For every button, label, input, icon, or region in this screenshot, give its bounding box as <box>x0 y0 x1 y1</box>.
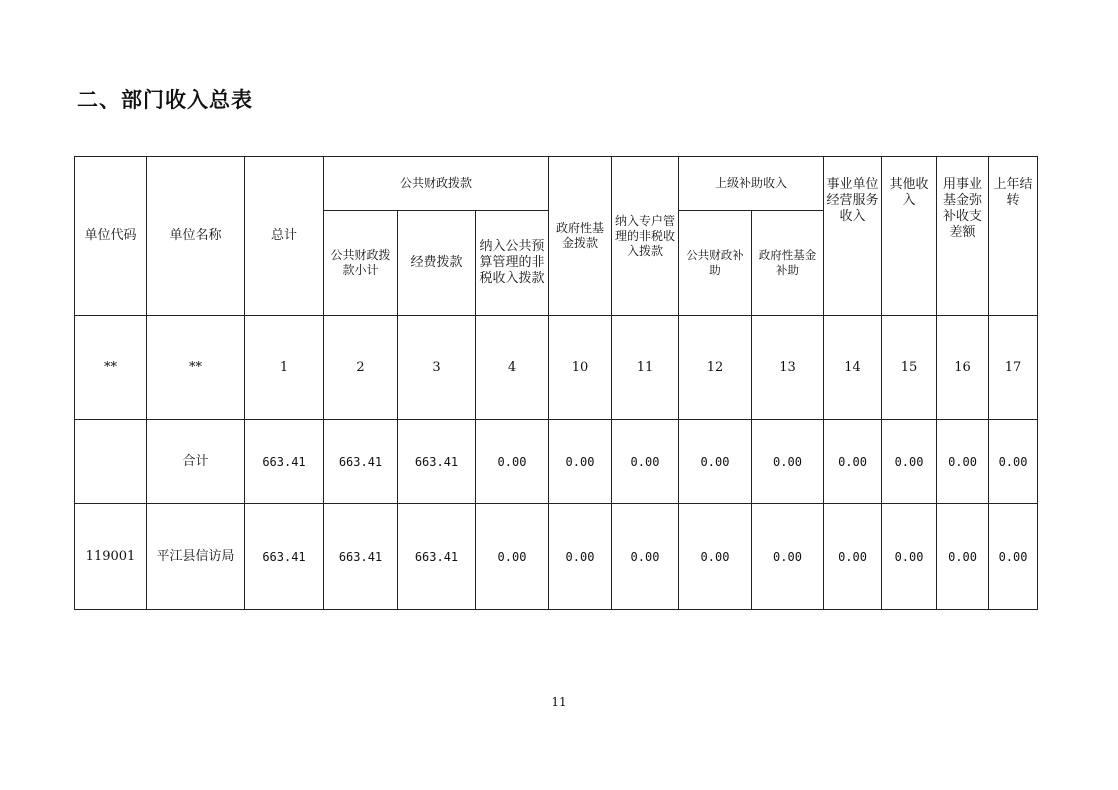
table-cell: 0.00 <box>679 420 752 504</box>
table-cell: 663.41 <box>245 420 324 504</box>
table-cell: 1 <box>245 316 324 420</box>
table-cell: 0.00 <box>752 420 824 504</box>
header-public-finance-subtotal: 公共财政拨款小计 <box>324 211 398 316</box>
table-cell: 0.00 <box>989 504 1038 610</box>
table-cell: 0.00 <box>882 420 937 504</box>
table-cell: 17 <box>989 316 1038 420</box>
header-unit-name: 单位名称 <box>147 157 245 316</box>
header-other-income: 其他收入 <box>882 157 937 316</box>
table-cell: 13 <box>752 316 824 420</box>
header-carryover: 上年结转 <box>989 157 1038 316</box>
table-cell: 0.00 <box>989 420 1038 504</box>
header-gov-fund: 政府性基金拨款 <box>549 157 612 316</box>
table-cell: 16 <box>937 316 989 420</box>
table-cell: 0.00 <box>824 504 882 610</box>
table-cell: 0.00 <box>679 504 752 610</box>
header-superior-subsidy: 上级补助收入 <box>679 157 824 211</box>
income-summary-table <box>74 156 1038 610</box>
table-cell: 11 <box>612 316 679 420</box>
table-cell: 0.00 <box>476 420 549 504</box>
page-title: 二、部门收入总表 <box>77 88 253 112</box>
table-cell: 663.41 <box>245 504 324 610</box>
header-public-finance-subsidy: 公共财政补助 <box>679 211 752 316</box>
table-cell: 0.00 <box>476 504 549 610</box>
total-row <box>75 420 1038 504</box>
header-total: 总计 <box>245 157 324 316</box>
header-nontax-budget: 纳入公共预算管理的非税收入拨款 <box>476 211 549 316</box>
table-cell: 平江县信访局 <box>147 504 245 610</box>
column-index-row <box>75 316 1038 420</box>
table-cell: ** <box>147 316 245 420</box>
page-number: 11 <box>551 695 567 709</box>
header-nontax-special: 纳入专户管理的非税收入拨款 <box>612 157 679 316</box>
table-cell: 119001 <box>75 504 147 610</box>
table-cell: 663.41 <box>398 504 476 610</box>
table-cell: 0.00 <box>824 420 882 504</box>
table-cell: 663.41 <box>398 420 476 504</box>
table-cell: 合计 <box>147 420 245 504</box>
table-cell: 10 <box>549 316 612 420</box>
table-row <box>75 504 1038 610</box>
header-business-income: 事业单位经营服务收入 <box>824 157 882 316</box>
table-cell: 15 <box>882 316 937 420</box>
header-operating-funds: 经费拨款 <box>398 211 476 316</box>
table-cell: 14 <box>824 316 882 420</box>
header-public-finance: 公共财政拨款 <box>324 157 549 211</box>
table-cell: 12 <box>679 316 752 420</box>
table-cell: 0.00 <box>937 504 989 610</box>
table-cell: 0.00 <box>882 504 937 610</box>
table-cell: 3 <box>398 316 476 420</box>
table-cell: 663.41 <box>324 420 398 504</box>
table-cell: 0.00 <box>612 504 679 610</box>
table-cell: 4 <box>476 316 549 420</box>
table-cell: 0.00 <box>612 420 679 504</box>
table-cell: 0.00 <box>549 420 612 504</box>
header-unit-code: 单位代码 <box>75 157 147 316</box>
table-cell: ** <box>75 316 147 420</box>
header-fund-offset: 用事业基金弥补收支差额 <box>937 157 989 316</box>
table-cell <box>75 420 147 504</box>
table-cell: 663.41 <box>324 504 398 610</box>
table-cell: 0.00 <box>937 420 989 504</box>
table-cell: 0.00 <box>549 504 612 610</box>
header-gov-fund-subsidy: 政府性基金补助 <box>752 211 824 316</box>
header-row-1 <box>75 157 1038 211</box>
table-cell: 0.00 <box>752 504 824 610</box>
table-cell: 2 <box>324 316 398 420</box>
